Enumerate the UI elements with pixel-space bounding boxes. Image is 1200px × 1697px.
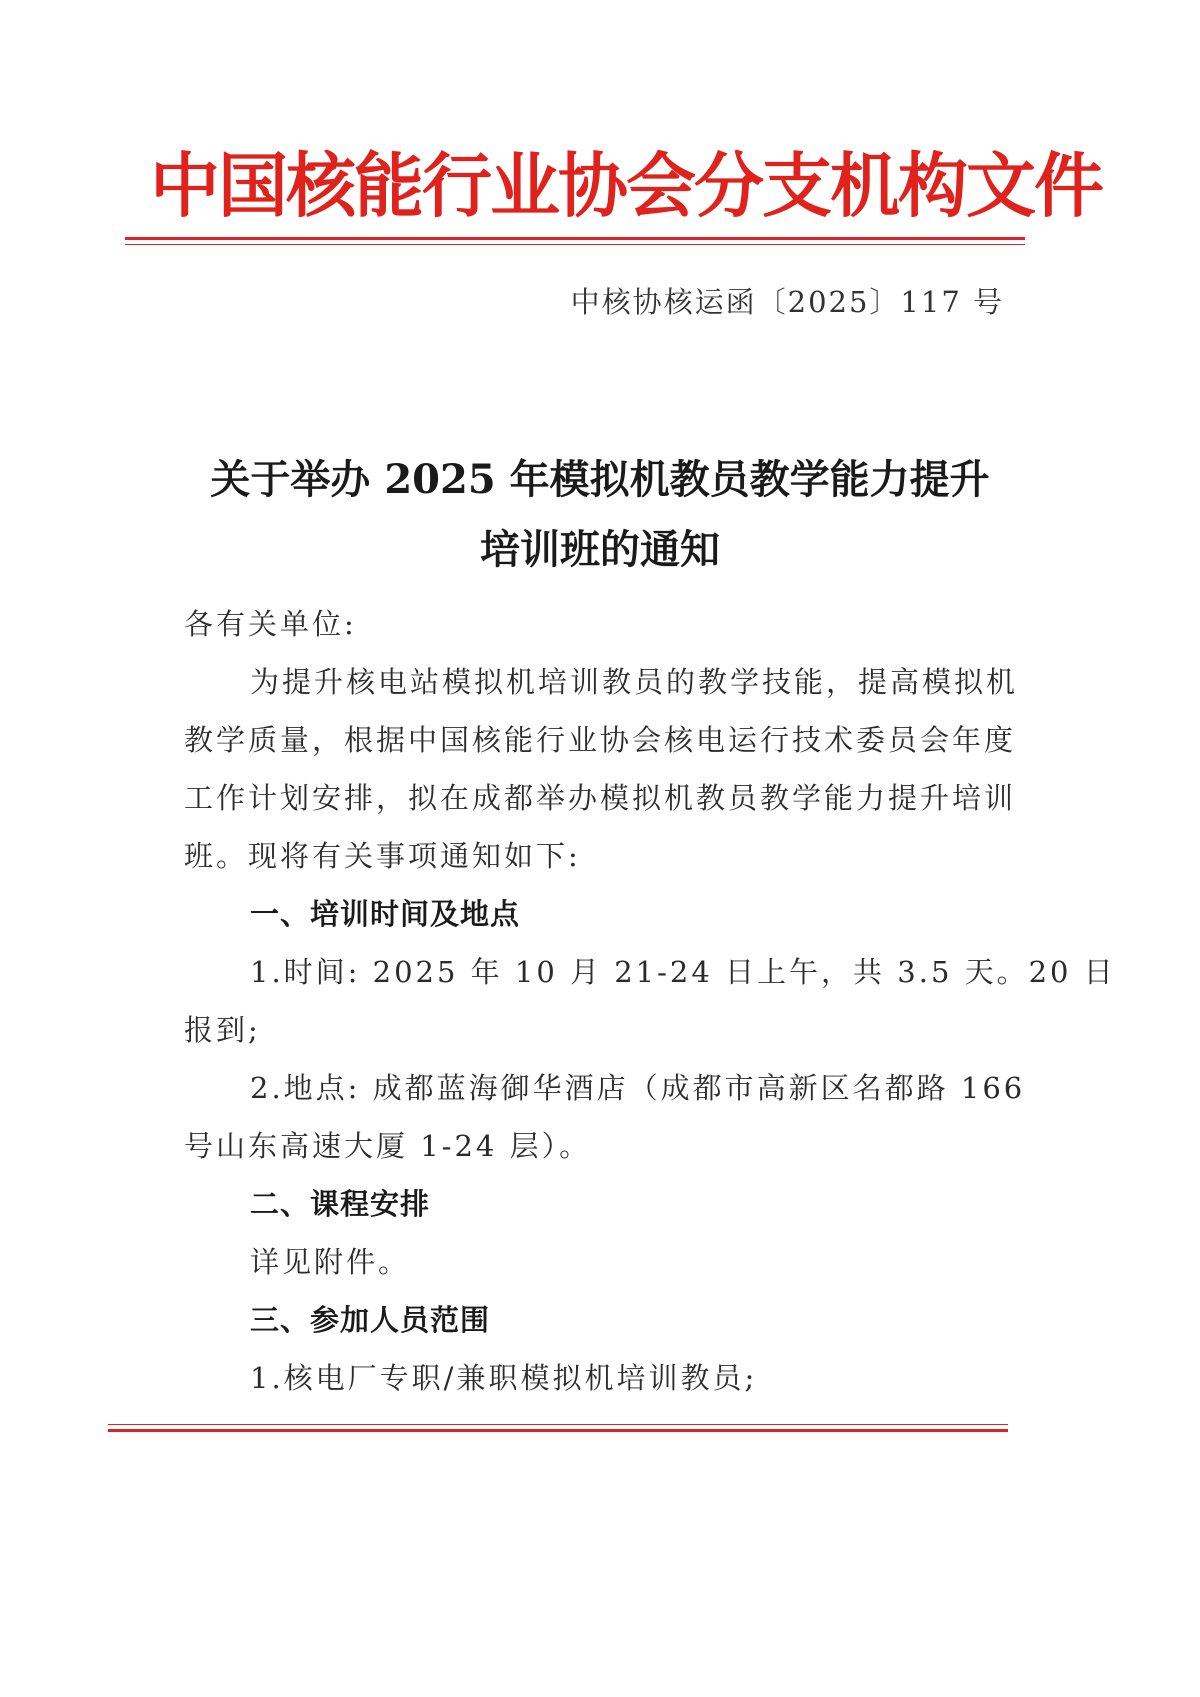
intro-line-1: 为提升核电站模拟机培训教员的教学技能，提高模拟机 — [250, 665, 1019, 699]
document-title-line-2: 培训班的通知 — [480, 526, 720, 573]
intro-line-2: 教学质量，根据中国核能行业协会核电运行技术委员会年度 — [184, 723, 1017, 757]
section-1-item-1-line-2: 报到; — [184, 1013, 261, 1047]
intro-line-4: 班。现将有关事项通知如下: — [184, 839, 581, 873]
intro-line-3: 工作计划安排，拟在成都举办模拟机教员教学能力提升培训 — [184, 781, 1017, 815]
document-number: 中核协核运函〔2025〕117 号 — [570, 285, 1004, 319]
footer-rule-thin — [108, 1424, 1008, 1425]
section-3-item-1: 1.核电厂专职/兼职模拟机培训教员; — [250, 1361, 758, 1395]
section-1-item-1-line-1: 1.时间: 2025 年 10 月 21-24 日上午，共 3.5 天。20 日 — [250, 955, 1116, 989]
section-3-heading: 三、参加人员范围 — [250, 1303, 491, 1337]
section-2-heading: 二、课程安排 — [250, 1187, 431, 1221]
section-1-heading: 一、培训时间及地点 — [250, 897, 521, 931]
masthead-title: 中国核能行业协会分支机构文件 — [150, 145, 1102, 227]
section-2-text: 详见附件。 — [250, 1245, 411, 1279]
masthead-rule-thick — [125, 237, 1025, 240]
section-1-item-2-line-2: 号山东高速大厦 1-24 层）。 — [184, 1129, 592, 1163]
footer-rule-thick — [108, 1429, 1008, 1432]
salutation: 各有关单位: — [184, 607, 357, 641]
section-1-item-2-line-1: 2.地点: 成都蓝海御华酒店（成都市高新区名都路 166 — [250, 1071, 1026, 1105]
document-title-line-1: 关于举办 2025 年模拟机教员教学能力提升 — [210, 456, 990, 503]
masthead-rule-thin — [125, 244, 1025, 245]
